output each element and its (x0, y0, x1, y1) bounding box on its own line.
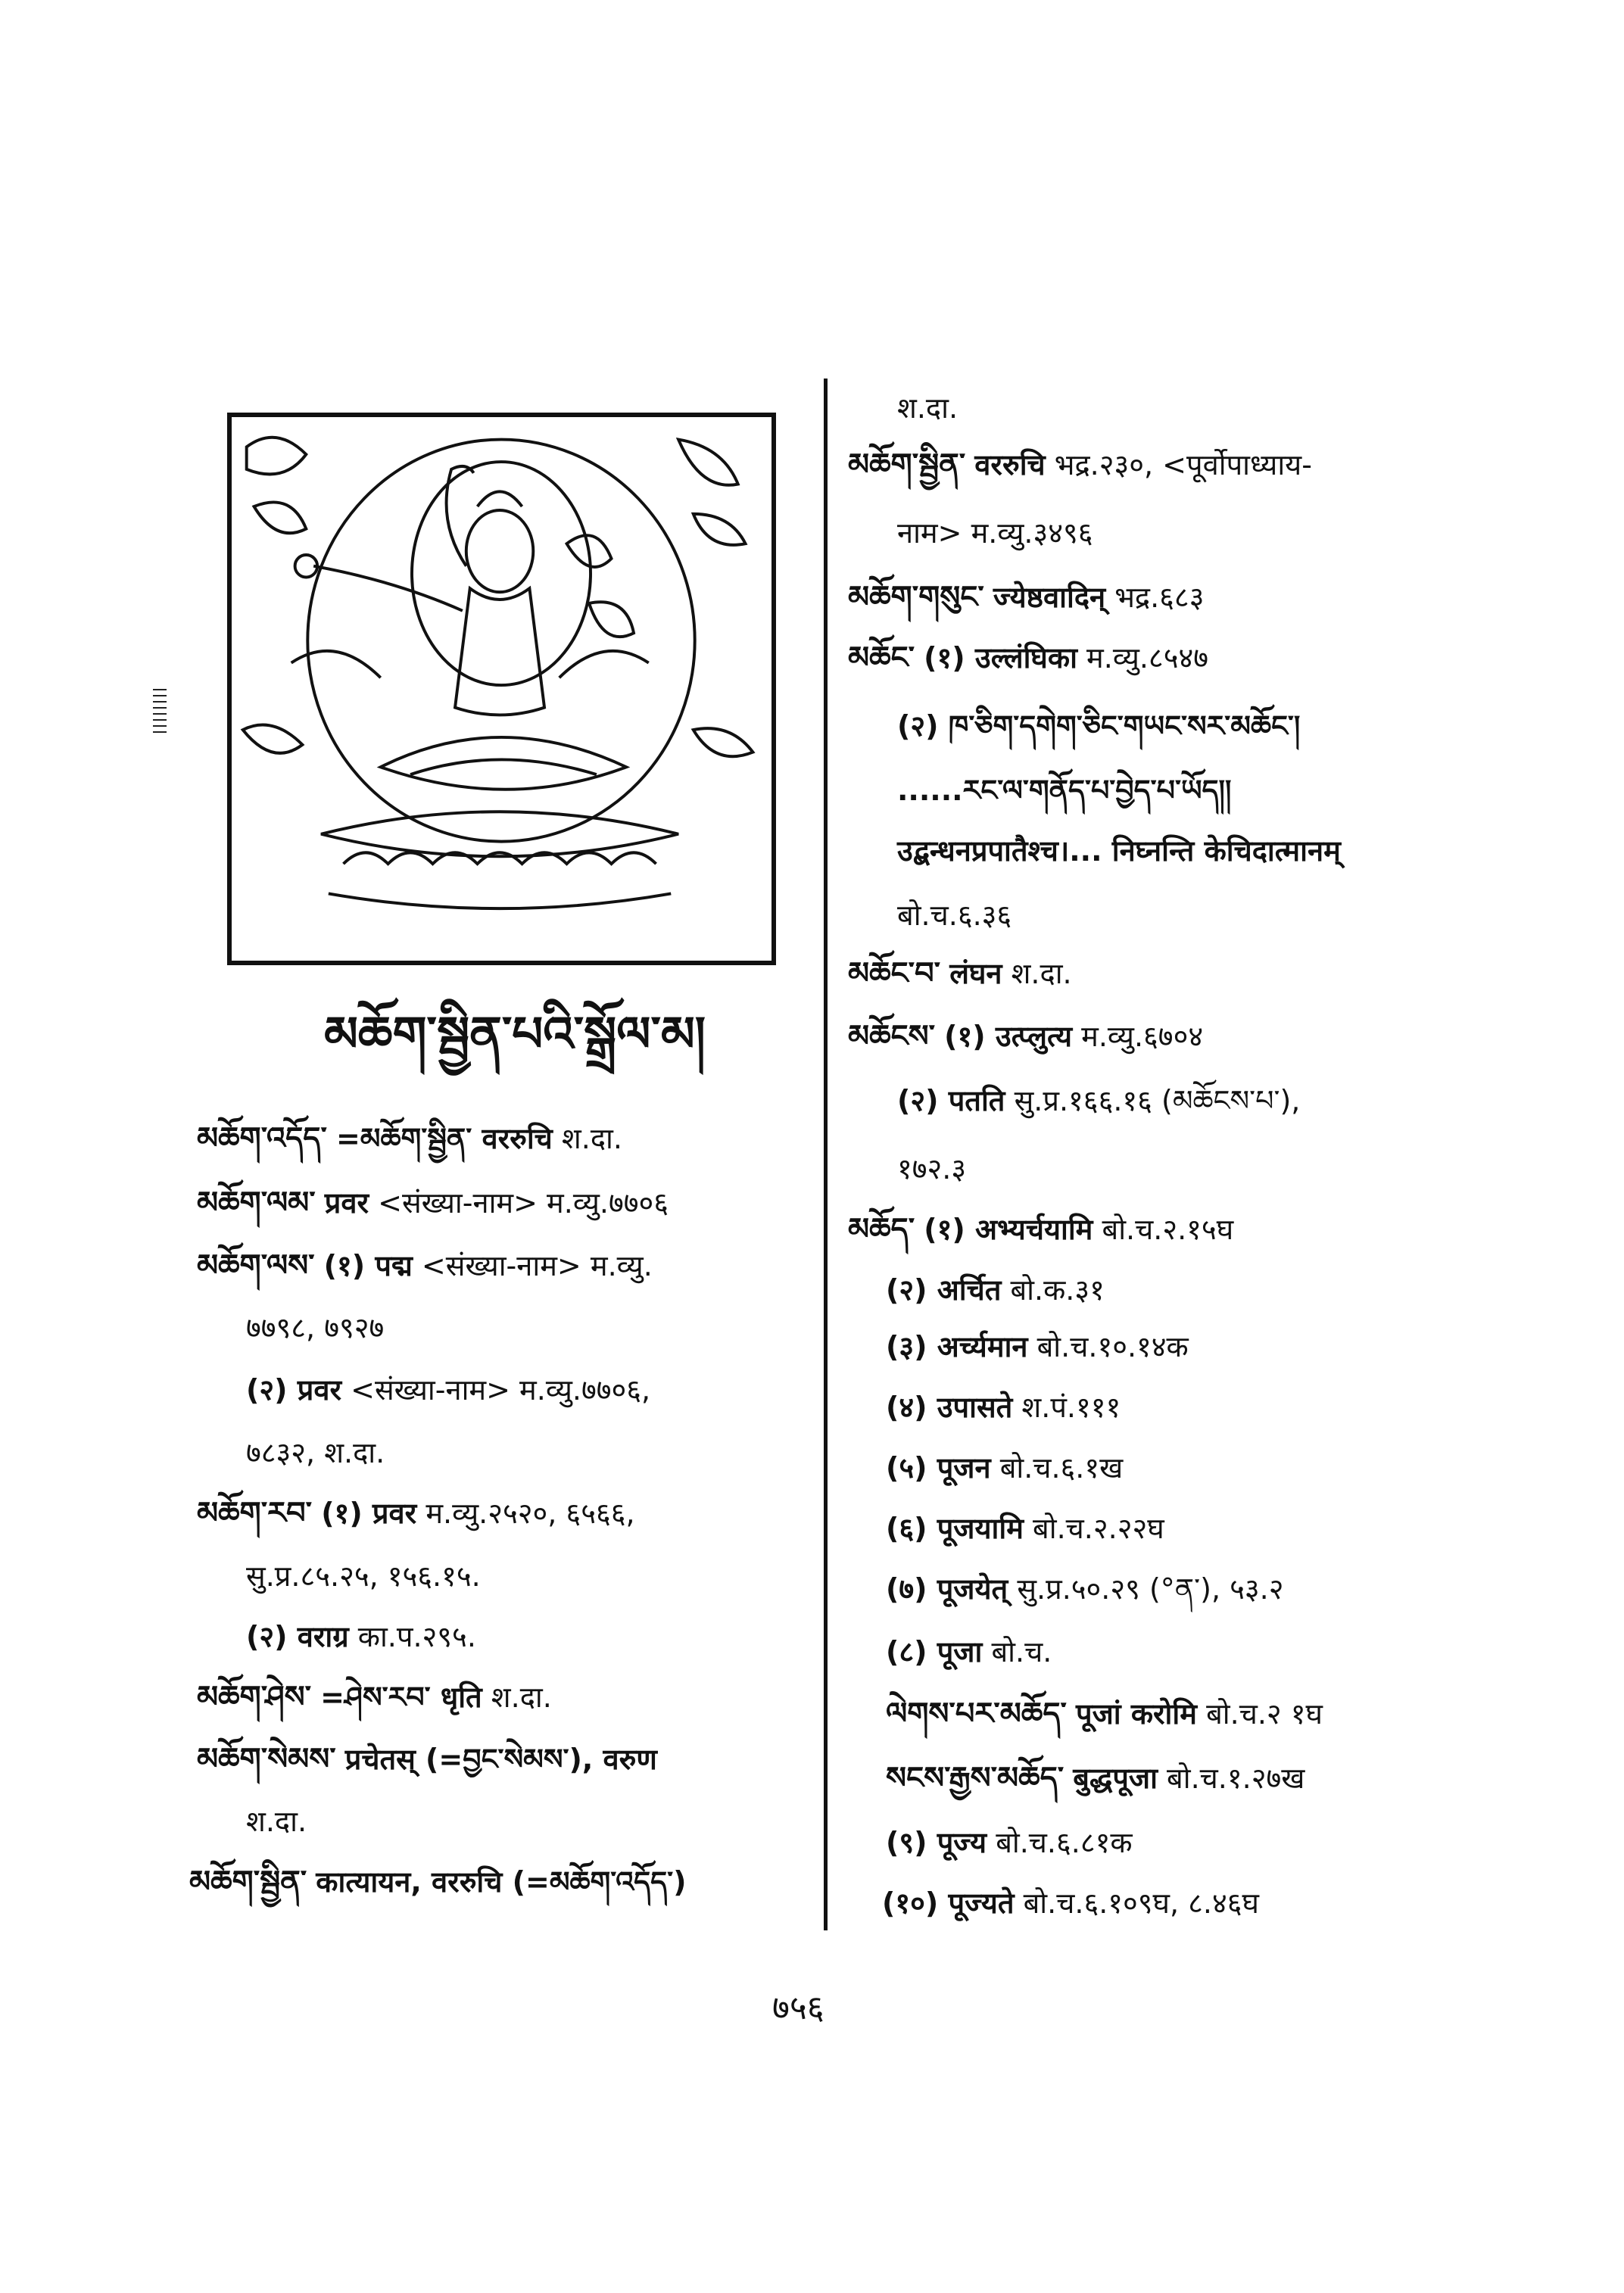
column-divider (824, 379, 828, 1930)
right-column-entry (848, 447, 1312, 483)
tibetan-headword: མཆོག་ལམ་ (197, 1185, 316, 1220)
source-reference: श.दा. (1011, 957, 1072, 990)
sanskrit-equivalent: बुद्धपूजा (1073, 1762, 1158, 1795)
right-column-entry (886, 1824, 1133, 1861)
sanskrit-equivalent: =མཆོག་སྦྱིན་ वररुचि (335, 1122, 553, 1155)
tibetan-headword: མཆོད་ (848, 1211, 915, 1247)
tibetan-headword: མཆོག་སྦྱིན་ (848, 447, 966, 482)
right-column-entry (897, 390, 958, 426)
left-column-entry (197, 1741, 657, 1777)
source-reference: बो.च.१.२७ख (1167, 1762, 1305, 1795)
left-column-entry (197, 1495, 635, 1531)
source-reference: सु.प्र.५०.२९ (°ན་), ५३.२ (1017, 1572, 1284, 1606)
margin-mark (151, 685, 168, 738)
source-reference: <संख्या-नाम> म.व्यु.७७०६ (378, 1186, 669, 1220)
source-reference: <संख्या-नाम> म.व्यु. (421, 1249, 653, 1282)
source-reference: १७२.३ (897, 1152, 967, 1185)
tibetan-headword: ལེགས་པར་མཆོད་ (886, 1696, 1067, 1731)
right-column-entry (886, 1450, 1123, 1486)
right-column-entry (897, 833, 1341, 869)
sanskrit-equivalent: (७) पूजयेत् (886, 1572, 1008, 1606)
source-reference: बो.च.२ १घ (1206, 1697, 1323, 1731)
sanskrit-equivalent: प्रचेतस् (=བྱང་སེམས་), वरुण (344, 1743, 657, 1776)
tibetan-headword: མཆོངས་ (848, 1018, 936, 1054)
sanskrit-equivalent: (५) पूजन (886, 1451, 991, 1485)
sanskrit-equivalent: उद्बन्धनप्रपातैश्च।... निघ्नन्ति केचिदात्मानम् (897, 834, 1341, 868)
right-column-entry (897, 708, 1300, 744)
right-column-entry (897, 515, 1093, 551)
tibetan-headword: མཆོག་ལས་ (197, 1248, 315, 1283)
source-reference: बो.च.६.८१क (996, 1826, 1133, 1859)
sanskrit-equivalent: ज्येष्ठवादिन् (993, 581, 1106, 614)
source-reference: म.व्यु.६७०४ (1081, 1020, 1204, 1053)
sanskrit-equivalent: (१) पद्म (323, 1249, 413, 1282)
sanskrit-equivalent: ......རང་ལ་གནོད་པ་བྱེད་པ་ཡོད།། (897, 774, 1232, 807)
source-reference: नाम> म.व्यु.३४९६ (897, 516, 1093, 550)
sanskrit-equivalent: (१) उत्प्लुत्य (944, 1020, 1073, 1053)
left-column-entry (246, 1310, 384, 1346)
tibetan-headword: མཆོག་སེམས་ (197, 1741, 336, 1777)
sanskrit-equivalent: (१) प्रवर (321, 1497, 417, 1530)
sanskrit-equivalent: लंघन (949, 957, 1002, 990)
left-column-entry (189, 1864, 686, 1900)
tara-illustration (227, 413, 776, 965)
left-column-entry (246, 1618, 476, 1655)
left-column-entry (197, 1185, 669, 1221)
source-reference: बो.च.२.२२घ (1033, 1512, 1164, 1545)
right-column-entry (886, 1272, 1105, 1308)
right-column-entry (886, 1510, 1164, 1547)
sanskrit-equivalent: (९) पूज्य (886, 1826, 987, 1859)
right-column-entry (886, 1760, 1304, 1796)
right-column-entry (848, 579, 1204, 615)
source-reference: का.प.२९५. (357, 1620, 476, 1653)
right-column-entry (897, 772, 1231, 808)
right-column-entry (848, 1018, 1203, 1055)
source-reference: म.व्यु.२५२०, ६५६६, (425, 1497, 635, 1530)
source-reference: बो.च.६.१०९घ, ८.४६घ (1023, 1886, 1259, 1920)
sanskrit-equivalent: (२) ཁ་ཅིག་དགེག་ཅིང་གཡང་སར་མཆོང་། (897, 709, 1301, 743)
source-reference: श.दा. (246, 1805, 307, 1838)
sanskrit-equivalent: =ཤེས་རབ་ धृति (320, 1681, 482, 1714)
sanskrit-equivalent: कात्यायन, वररुचि (=མཆོག་འདོད་) (316, 1865, 687, 1899)
source-reference: बो.च.६.३६ (897, 899, 1012, 932)
sanskrit-equivalent: प्रवर (324, 1186, 369, 1220)
source-reference: ७८३२, श.दा. (246, 1436, 385, 1469)
tibetan-headword: མཆོག་སྦྱིན་ (189, 1864, 307, 1899)
sanskrit-equivalent: वररुचि (974, 448, 1046, 481)
right-column-entry (848, 1211, 1233, 1248)
source-reference: <संख्या-नाम> म.व्यु.७७०६, (351, 1373, 651, 1407)
sanskrit-equivalent: (३) अर्च्यमान (886, 1330, 1028, 1363)
right-column-entry (897, 1151, 966, 1187)
source-reference: ७७९८, ७९२७ (246, 1311, 385, 1344)
sanskrit-equivalent: (८) पूजा (886, 1635, 983, 1668)
tibetan-headword: མཆོང་ (848, 640, 915, 675)
sanskrit-equivalent: (१) उल्लंघिका (924, 641, 1077, 675)
source-reference: बो.च.२.१५घ (1102, 1213, 1234, 1246)
source-reference: बो.च.६.१ख (999, 1451, 1124, 1485)
tibetan-headword: མཆོག་འདོད་ (197, 1120, 327, 1156)
sanskrit-equivalent: (१) अभ्यर्चयामि (924, 1213, 1093, 1246)
source-reference: भद्र.२३०, <पूर्वोपाध्याय- (1054, 448, 1312, 481)
source-reference: सु.प्र.१६६.१६ (མཆོངས་པ་), (1014, 1084, 1301, 1117)
tibetan-headword: མཆོག་གསུང་ (848, 579, 984, 615)
source-reference: भद्र.६८३ (1114, 581, 1205, 614)
right-column-entry (897, 1083, 1300, 1119)
tibetan-headword: སངས་རྒྱས་མཆོད་ (886, 1760, 1064, 1796)
tibetan-headword: མཆོག་རབ་ (197, 1495, 313, 1531)
tibetan-headword: མཆོང་བ་ (848, 955, 941, 991)
page-number: ७५६ (772, 1989, 824, 2027)
right-column-entry (886, 1389, 1121, 1425)
sanskrit-equivalent: (६) पूजयामि (886, 1512, 1024, 1545)
source-reference: म.व्यु.८५४७ (1086, 641, 1208, 675)
right-column-entry (886, 1634, 1052, 1670)
right-column-entry (882, 1885, 1259, 1921)
illustration-caption: མཆོག་སྦྱིན་པའི་སྒྲོལ་མ། (323, 1006, 706, 1063)
right-column-entry (848, 640, 1208, 676)
left-column-entry (246, 1372, 650, 1408)
source-reference: श.दा. (897, 391, 959, 425)
sanskrit-equivalent: (२) वराग्र (246, 1620, 349, 1653)
source-reference: श.दा. (561, 1122, 622, 1155)
left-column-entry (197, 1679, 552, 1715)
source-reference: बो.च. (991, 1635, 1052, 1668)
sanskrit-equivalent: (२) अर्चित (886, 1273, 1002, 1307)
left-column-entry (197, 1248, 653, 1284)
right-column-entry (897, 897, 1011, 933)
right-column-entry (848, 955, 1072, 992)
left-column-entry (197, 1120, 622, 1157)
right-column-entry (886, 1329, 1189, 1365)
source-reference: बो.च.१०.१४क (1036, 1330, 1189, 1363)
left-column-entry (246, 1558, 481, 1594)
sanskrit-equivalent: (२) पतति (897, 1084, 1005, 1117)
source-reference: सु.प्र.८५.२५, १५६.१५. (246, 1559, 481, 1593)
sanskrit-equivalent: (१०) पूज्यते (882, 1886, 1015, 1920)
left-column-entry (246, 1435, 385, 1471)
source-reference: बो.क.३१ (1010, 1273, 1105, 1307)
sanskrit-equivalent: (४) उपासते (886, 1391, 1013, 1424)
source-reference: श.पं.१११ (1021, 1391, 1121, 1424)
left-column-entry (246, 1803, 307, 1840)
sanskrit-equivalent: पूजां करोमि (1075, 1697, 1197, 1731)
right-column-entry (886, 1696, 1323, 1732)
tibetan-headword: མཆོག་ཤེས་ (197, 1679, 311, 1715)
sanskrit-equivalent: (२) प्रवर (246, 1373, 342, 1407)
source-reference: श.दा. (491, 1681, 552, 1714)
right-column-entry (886, 1571, 1283, 1607)
